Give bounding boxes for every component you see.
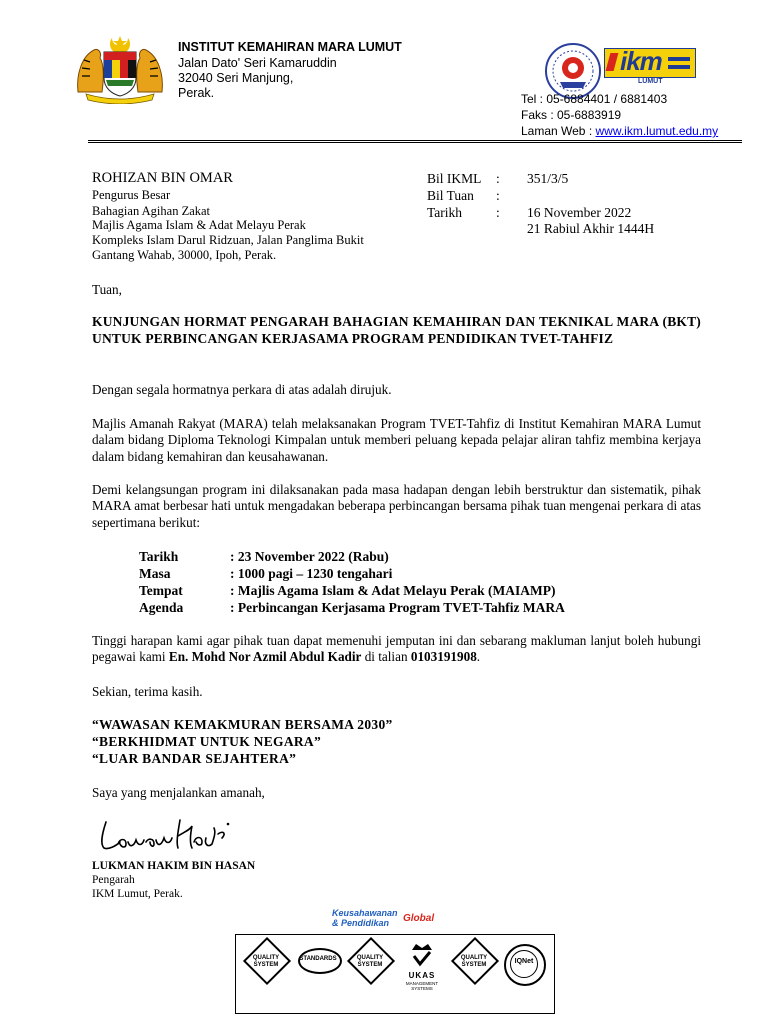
quality-system-cert-logo	[448, 938, 500, 1008]
web-label: Laman Web :	[521, 124, 596, 138]
address-line: Jalan Dato' Seri Kamaruddin	[178, 56, 337, 70]
recipient-line: Bahagian Agihan Zakat	[92, 204, 211, 218]
tagline-line: Keusahawanan	[332, 908, 398, 918]
slogan: “WAWASAN KEMAKMURAN BERSAMA 2030”	[92, 717, 393, 732]
ref-label: Tarikh	[427, 205, 463, 220]
contact-web	[521, 123, 718, 140]
sign-off: Saya yang menjalankan amanah,	[92, 785, 265, 800]
detail-label: Tarikh	[139, 549, 179, 564]
slogan: “BERKHIDMAT UNTUK NEGARA”	[92, 734, 322, 749]
handwritten-signature	[98, 814, 248, 858]
address-line: 32040 Seri Manjung,	[178, 71, 294, 85]
body-paragraph: Majlis Amanah Rakyat (MARA) telah melaksanakan Program TVET-Tahfiz di Institut Kemahiran MARA Lumut dalam bidang Diploma Teknologi Kimpalan untuk memberi peluang kepada pelajar aliran tahfiz membina kerjaya dalam bidang kemahiran dan keusahawanan.	[92, 416, 701, 464]
cert-text: QUALITY	[252, 955, 280, 961]
cert-text: QUALITY	[356, 955, 384, 961]
contact-paragraph	[92, 633, 701, 666]
slogan: “LUAR BANDAR SEJAHTERA”	[92, 751, 297, 766]
signatory-org: IKM Lumut, Perak.	[92, 888, 183, 900]
signatory-name: LUKMAN HAKIM BIN HASAN	[92, 860, 256, 872]
detail-label: Tempat	[139, 583, 183, 598]
letter-subject: KUNJUNGAN HORMAT PENGARAH BAHAGIAN KEMAHIRAN DAN TEKNIKAL MARA (BKT) UNTUK PERBINCANGAN KERJASAMA PROGRAM PENDIDIKAN TVET-TAHFIZ	[92, 314, 701, 346]
footer-tagline-logo	[332, 908, 447, 934]
crown-tick-icon	[410, 942, 434, 968]
body-paragraph: Dengan segala hormatnya perkara di atas adalah dirujuk.	[92, 382, 392, 397]
cert-text: SYSTEM	[253, 962, 279, 968]
detail-value: : 1000 pagi – 1230 tengahari	[230, 566, 393, 581]
body-paragraph: Demi kelangsungan program ini dilaksanakan pada masa hadapan dengan lebih berstruktur dan sistematik, pihak MARA amat berbesar hati untuk mengadakan beberapa perbincangan bersama pihak tuan mengenai perkara di atas sepertimana berikut:	[92, 482, 701, 530]
contact-phone: Tel : 05-6884401 / 6881403	[521, 92, 668, 106]
officer-name: En. Mohd Nor Azmil Abdul Kadir	[168, 649, 362, 665]
ref-value-hijri: 21 Rabiul Akhir 1444H	[527, 221, 655, 236]
iqnet-cert-logo	[498, 938, 550, 1008]
detail-label: Agenda	[139, 600, 184, 615]
signatory-title: Pengarah	[92, 874, 135, 886]
contact-text: di talian	[361, 649, 411, 665]
ikm-logo	[604, 48, 696, 88]
contact-text: Tinggi harapan kami agar pihak tuan dapat memenuhi jemputan ini dan sebarang makluman lanjut boleh hubungi pegawai kami	[92, 633, 701, 665]
ref-label: Bil IKML	[427, 171, 482, 186]
ref-colon: :	[496, 205, 500, 220]
standards-cert-logo	[292, 938, 344, 1008]
ikm-logo-text: ikm	[620, 46, 662, 76]
detail-value: : Majlis Agama Islam & Adat Melayu Perak (MAIAMP)	[230, 583, 556, 598]
cert-text: IQNet	[514, 958, 534, 965]
website-link[interactable]: www.ikm.lumut.edu.my	[595, 124, 719, 138]
header-divider	[88, 140, 742, 143]
salutation: Tuan,	[92, 282, 122, 297]
tagline-line: & Pendidikan	[332, 918, 390, 928]
institute-name: INSTITUT KEMAHIRAN MARA LUMUT	[178, 40, 402, 54]
cert-text: QUALITY	[460, 955, 488, 961]
ref-value: 16 November 2022	[527, 205, 632, 220]
coat-of-arms-logo	[72, 34, 168, 104]
detail-value: : 23 November 2022 (Rabu)	[230, 549, 389, 564]
recipient-line: Kompleks Islam Darul Ridzuan, Jalan Panglima Bukit	[92, 233, 364, 247]
ref-label: Bil Tuan	[427, 188, 474, 203]
detail-value: : Perbincangan Kerjasama Program TVET-Tahfiz MARA	[230, 600, 565, 615]
closing-line: Sekian, terima kasih.	[92, 684, 203, 699]
contact-fax: Faks : 05-6883919	[521, 108, 622, 122]
cert-text: SYSTEM	[357, 962, 383, 968]
address-line: Perak.	[178, 86, 215, 100]
contact-text: .	[476, 649, 481, 665]
ukas-cert-logo	[396, 938, 448, 1008]
recipient-line: Majlis Agama Islam & Adat Melayu Perak	[92, 218, 306, 232]
detail-label: Masa	[139, 566, 171, 581]
tagline-global: Global	[403, 913, 435, 924]
recipient-line: Pengurus Besar	[92, 188, 171, 202]
officer-phone: 0103191908	[410, 649, 477, 665]
ref-value: 351/3/5	[527, 171, 569, 186]
quality-system-cert-logo	[240, 938, 292, 1008]
cert-text: SYSTEM	[461, 962, 487, 968]
ref-colon: :	[496, 188, 500, 203]
ref-colon: :	[496, 171, 500, 186]
recipient-name: ROHIZAN BIN OMAR	[92, 170, 233, 186]
ikm-logo-sub: LUMUT	[638, 78, 663, 85]
cert-text: STANDARDS	[299, 956, 337, 962]
quality-system-cert-logo	[344, 938, 396, 1008]
recipient-line: Gantang Wahab, 30000, Ipoh, Perak.	[92, 248, 277, 262]
cert-text: MANAGEMENT SYSTEMS	[405, 981, 439, 991]
cert-text: UKAS	[408, 971, 436, 980]
